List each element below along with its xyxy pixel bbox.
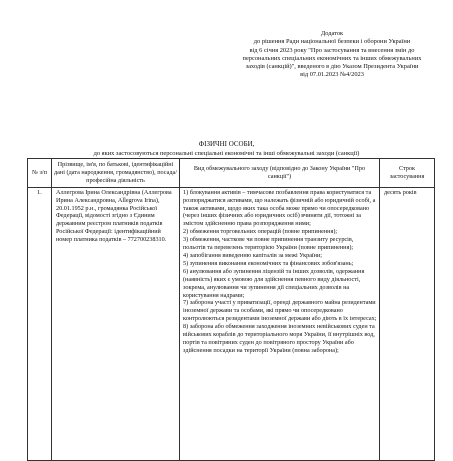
table-row (28, 187, 435, 460)
measure-item: 7) заборона участі у приватизації, оренді державного майна резидентами іноземної держави та особами, які прямо чи опосередковано контролюються резидентами іноземної держави або діють в їх інтересах; (183, 299, 377, 323)
header-person: Прізвище, ім'я, по батькові, ідентифікаційні дані (дата народження, громадянство), посада/професійна діяльність (52, 159, 180, 188)
annex-line: Додаток (320, 30, 344, 37)
annex-header (232, 30, 432, 80)
measure-item: 6) анулювання або зупинення ліцензій та інших дозволів, одержання (наявність) яких є умовою для здійснення певного виду діяльності, зокрема, анулювання чи зупинення дії спеціальних дозволів на користування надрами; (183, 267, 365, 299)
measure-item: 2) обмеження торговельних операцій (повне припинення); (183, 228, 338, 236)
annex-line: до рішення Ради національної безпеки і оборони України (253, 38, 411, 46)
measures-list (180, 187, 380, 460)
term-duration: десять років (380, 187, 435, 460)
document-title: ФІЗИЧНІ ОСОБИ, (198, 140, 255, 148)
person-details: Аллегрова Ірина Олександрівна (Аллегрова Ирина Александровна, Allegrova Irina), 20.01.1952 р.н., громадянка Російської Федерації, відомості згідно з Єдиним державним реєстром платників податків Російської Федерації: ідентифікаційний номер платника податків – 772700238310. (52, 187, 180, 460)
measure-item: 1) блокування активів – тимчасове позбавлення права користуватися та розпоряджатися активами, що належать фізичній або юридичній особі, а також активами, щодо яких така особа може прямо чи опосередковано (через інших фізичних або юридичних осіб) вчиняти дії, тотожні за змістом здійсненню права розпорядження ними; (183, 188, 376, 228)
measure-item: 8) заборона або обмеження заходження іноземних невійськових суден та військових кораблів до територіального моря України, її внутрішніх вод, портів та повітряних суден до повітряного простору України або здійснення посадки на території України (повна заборона); (183, 323, 375, 354)
document-subtitle: до яких застосовуються персональні спеціальні економічні та інші обмежувальні заходи (санкції) (93, 150, 360, 157)
row-number: 1. (28, 187, 52, 460)
annex-line: персональних спеціальних економічних та інших обмежувальних (242, 54, 422, 62)
table-header-row (28, 159, 435, 188)
annex-line: від 07.01.2023 №4/2023 (300, 71, 364, 79)
measure-item: 4) запобігання виведенню капіталів за межі України; (183, 251, 322, 259)
header-measures: Вид обмежувального заходу (відповідно до Закону України "Про санкції") (180, 159, 380, 188)
annex-line: заходів (санкцій)", введеного в дію Указом Президента України (245, 63, 419, 71)
measure-item: 5) зупинення виконання економічних та фінансових зобов'язань; (183, 259, 354, 267)
sanctions-table (27, 158, 435, 461)
header-num: № з/п (28, 159, 52, 188)
annex-line: від 6 січня 2023 року "Про застосування та внесення змін до (249, 46, 415, 54)
header-term: Строк застосування (380, 159, 435, 188)
measure-item: 3) обмеження, часткове чи повне припинення транзиту ресурсів, польотів та перевезень територією України (повне припинення); (183, 236, 354, 252)
